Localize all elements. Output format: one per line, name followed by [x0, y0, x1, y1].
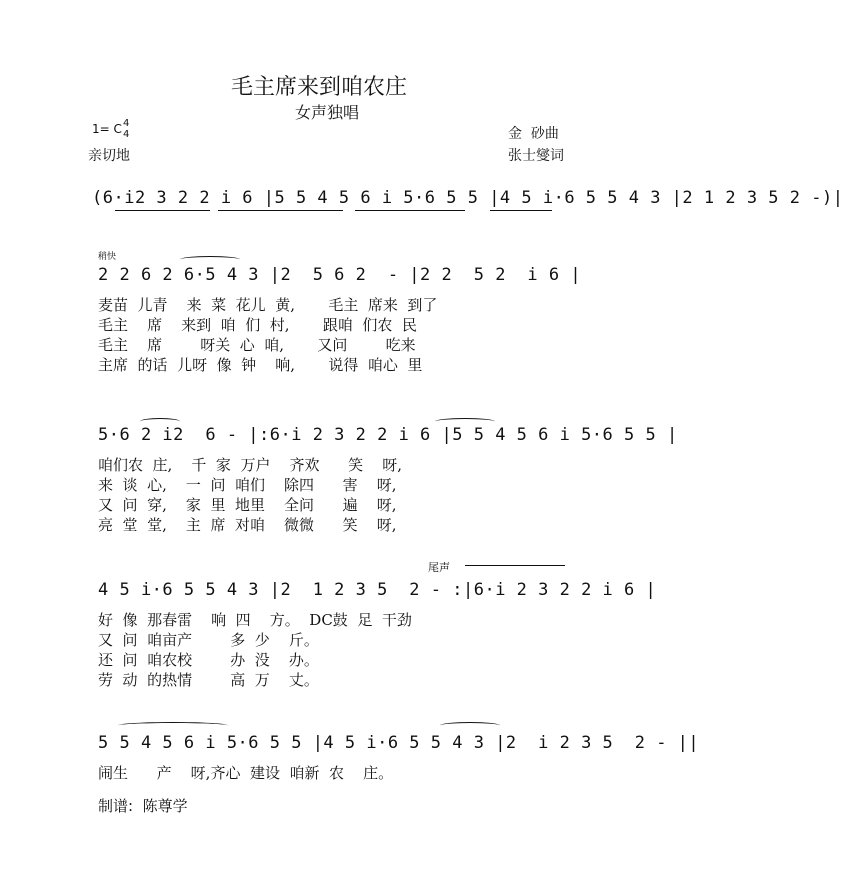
slur-arc: [435, 418, 495, 425]
notation-system-2: 2 2 6 2 6·5 4 3 |2 5 6 2 - |2 2 5 2 i 6 |: [98, 265, 582, 285]
slur-arc: [140, 418, 180, 425]
lyrics-verse-4: 劳 动 的热情 高 万 丈。: [98, 671, 319, 689]
slur-arc: [440, 722, 500, 729]
notation-system-4: 4 5 i·6 5 5 4 3 |2 1 2 3 5 2 - :|6·i 2 3 2 2 i 6 |: [98, 580, 657, 600]
lyrics-verse-4: 亮 堂 堂, 主 席 对咱 微微 笑 呀,: [98, 516, 397, 534]
underline-beam: [218, 210, 343, 211]
lyrics-verse-1: 好 像 那春雷 响 四 方。 DC鼓 足 干劲: [98, 611, 412, 629]
notation-system-1: (6·i2 3 2 2 i 6 |5 5 4 5 6 i 5·6 5 5 |4 5 i·6 5 5 4 3 |2 1 2 3 5 2 -)|: [92, 188, 843, 208]
key-signature: 1= C: [92, 122, 122, 136]
underline-beam: [115, 210, 210, 211]
song-title: 毛主席来到咱农庄: [231, 75, 408, 100]
underline-beam: [355, 210, 465, 211]
lyrics-verse-3: 毛主 席 呀关 心 咱, 又问 吃来: [98, 336, 416, 354]
lyricist-credit: 张士燮词: [508, 148, 564, 164]
slur-arc: [118, 722, 228, 729]
lyrics-verse-1: 咱们农 庄, 千 家 万户 齐欢 笑 呀,: [98, 456, 402, 474]
song-subtitle: 女声独唱: [295, 103, 360, 122]
lyrics-verse-4: 主席 的话 儿呀 像 钟 响, 说得 咱心 里: [98, 356, 423, 374]
time-signature-bottom: 4: [123, 129, 130, 140]
coda-bracket-line: [465, 565, 565, 566]
time-signature-top: 4: [123, 118, 130, 129]
transcriber-credit: 制谱: 陈尊学: [98, 797, 188, 815]
lyrics-verse-2: 又 问 咱亩产 多 少 斤。: [98, 631, 319, 649]
lyrics-verse-2: 来 谈 心, 一 问 咱们 除四 害 呀,: [98, 476, 397, 494]
notation-system-3: 5·6 2 i2 6 - |:6·i 2 3 2 2 i 6 |5 5 4 5 6 i 5·6 5 5 |: [98, 425, 678, 445]
lyrics-verse-2: 毛主 席 来到 咱 们 村, 跟咱 们农 民: [98, 316, 417, 334]
tempo-marking: 亲切地: [88, 148, 130, 164]
tempo-change-marking: 稍快: [98, 252, 117, 262]
slur-arc: [180, 256, 240, 263]
lyrics-final: 闹生 产 呀,齐心 建设 咱新 农 庄。: [98, 764, 394, 782]
notation-system-5: 5 5 4 5 6 i 5·6 5 5 |4 5 i·6 5 5 4 3 |2 i 2 3 5 2 - ||: [98, 733, 700, 753]
lyrics-verse-3: 又 问 穿, 家 里 地里 全问 遍 呀,: [98, 496, 397, 514]
lyrics-verse-3: 还 问 咱农校 办 没 办。: [98, 651, 319, 669]
composer-credit: 金 砂曲: [508, 126, 559, 142]
underline-beam: [490, 210, 552, 211]
lyrics-verse-1: 麦苗 儿青 来 菜 花儿 黄, 毛主 席来 到了: [98, 296, 438, 314]
coda-label: 尾声: [428, 561, 450, 574]
